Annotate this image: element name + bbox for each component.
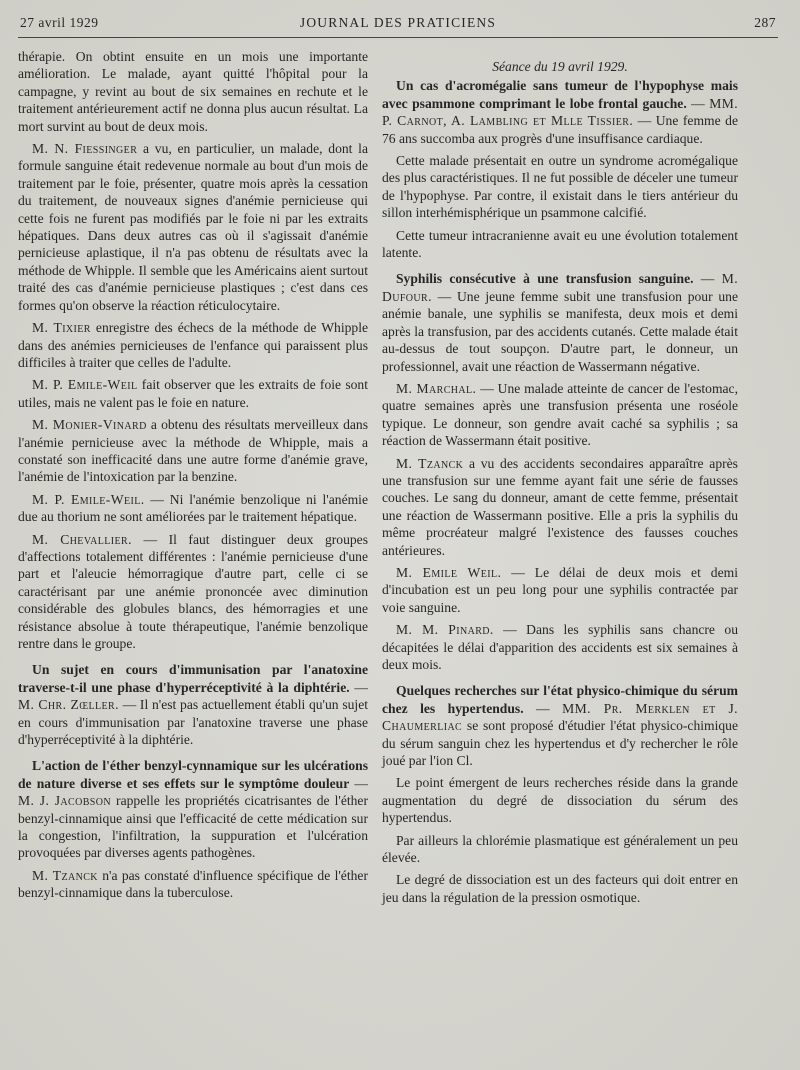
section-entry: Quelques recherches sur l'état physico-chimique du sérum chez les hypertendus. — MM. Pr. Merklen et J. Chaumerliac se sont proposé d'étudier l'état physico-chimique du sérum sanguin chez les hypertendus et d'y rechercher le rôle joué par l'ion Cl. bbox=[382, 683, 738, 769]
section-title: Quelques recherches sur l'état physico-chimique du sérum chez les hypertendus. bbox=[382, 683, 738, 716]
paragraph: Le degré de dissociation est un des facteurs qui doit entrer en jeu dans la régulation de la pression osmotique. bbox=[382, 872, 738, 905]
paragraph: Par ailleurs la chlorémie plasmatique est généralement un peu élevée. bbox=[382, 832, 738, 866]
speaker-name: M. Marchal. bbox=[396, 380, 477, 396]
speaker-name: MM. Pr. Merklen et J. Chaumerliac bbox=[382, 700, 738, 734]
paragraph: M. Tzanck a vu des accidents secondaires apparaître après une transfusion sur une femme ayant fait une série de fausses couches. Le sang du donneur, amant de cette femme, présentait une réaction de Wassermann positive. Elle a pris la syphilis du même procréateur malgré l'existence des fausses couches antérieures. bbox=[382, 455, 738, 558]
speaker-name: M. M. Pinard. bbox=[396, 622, 494, 638]
speaker-name: M. Tzanck bbox=[396, 455, 464, 471]
section-title: L'action de l'éther benzyl-cynnamique sur les ulcérations de nature diverse et ses effets sur le symptôme douleur bbox=[18, 758, 368, 791]
session-heading: Séance du 19 avril 1929. bbox=[492, 59, 628, 74]
speaker-name: M. N. Fiessinger bbox=[32, 141, 138, 157]
speaker-name: M. P. Emile-Weil. bbox=[32, 491, 145, 507]
paragraph: M. P. Emile-Weil. — Ni l'anémie benzolique ni l'anémie due au thorium ne sont améliorées par le traitement hépatique. bbox=[18, 491, 368, 525]
paragraph: Cette tumeur intracranienne avait eu une évolution totalement latente. bbox=[382, 227, 738, 261]
speaker-name: M. Tixier bbox=[32, 320, 91, 336]
paragraph: M. Emile Weil. — Le délai de deux mois et demi d'incubation est un peu long pour une syphilis contractée par voie sanguine. bbox=[382, 564, 738, 615]
paragraph: Le point émergent de leurs recherches réside dans la grande augmentation du degré de dissociation du sérum des hypertendus. bbox=[382, 775, 738, 826]
speaker-name: M. Chevallier. bbox=[32, 531, 132, 547]
speaker-name: M. P. Emile-Weil bbox=[32, 377, 138, 393]
page-number: 287 bbox=[754, 15, 776, 30]
section-entry: Un sujet en cours d'immunisation par l'anatoxine traverse-t-il une phase d'hyperréceptivité à la diphtérie. — M. Chr. Zœller. — Il n'est pas actuellement établi qu'un sujet en cours d'immunisation par l'anatoxine traverse une phase d'hyperréceptivité à la diphtérie. bbox=[18, 662, 369, 748]
journal-title: JOURNAL DES PRATICIENS bbox=[299, 15, 497, 30]
section-entry: L'action de l'éther benzyl-cynnamique sur les ulcérations de nature diverse et ses effets sur le symptôme douleur — M. J. Jacobson rappelle les propriétés cicatrisantes de l'éther benzyl-cinnamique ainsi que l'efficacité de cette médication sur la congestion, l'infiltration, la suppuration et l'ulcération provoquées par diverses agents pathogènes. bbox=[18, 758, 368, 861]
speaker-name: M. Tzanck bbox=[32, 867, 98, 883]
speaker-name: M. Chr. Zœller. bbox=[18, 697, 119, 713]
paragraph: M. M. Pinard. — Dans les syphilis sans chancre ou décapitées le délai d'apparition des accidents est six semaines à deux mois. bbox=[382, 622, 738, 672]
section-entry: Un cas d'acromégalie sans tumeur de l'hypophyse mais avec psammone comprimant le lobe frontal gauche. — MM. P. Carnot, A. Lambling et Mlle Tissier. — Une femme de 76 ans succomba aux progrès d'une insuffisance cardiaque. bbox=[382, 78, 738, 146]
speaker-name: M. J. Jacobson bbox=[18, 793, 111, 809]
section-title: Syphilis consécutive à une transfusion sanguine. bbox=[396, 271, 694, 287]
paragraph: Cette malade présentait en outre un syndrome acromégalique des plus caractéristiques. Il ne fut possible de déceler une tumeur de l'hypophyse. Par contre, il existait dans le tiers antérieur du sillon interhémisphérique un psammone calcifié. bbox=[382, 153, 738, 221]
paragraph: M. P. Emile-Weil fait observer que les extraits de foie sont utiles, mais ne valent pas le foie en nature. bbox=[18, 377, 368, 410]
speaker-name: M. Monier-Vinard bbox=[32, 417, 147, 433]
paragraph: M. Chevallier. — Il faut distinguer deux groupes d'affections totalement différentes : l'anémie pernicieuse d'une part et l'aleucie hémorragique d'autre part, celle ci se caractérisant par une anémie prononcée avec diminution considérable des globules blancs, des hémorragies et une résistance absolue à toute thérapeutique, l'anémie benzolique rentre dans le groupe. bbox=[18, 531, 368, 651]
paragraph: thérapie. On obtint ensuite en un mois une importante amélioration. Le malade, ayant quitté l'hôpital pour la campagne, y revint au bout de six semaines en rechute et le traitement antérieurement actif ne donna plus aucun résultat. La mort survint au bout de deux mois. bbox=[18, 49, 368, 134]
paragraph: M. Tzanck n'a pas constaté d'influence spécifique de l'éther benzyl-cinnamique dans la tuberculose. bbox=[18, 867, 368, 901]
speaker-name: MM. P. Carnot, A. Lambling et Mlle Tissier. bbox=[382, 95, 738, 129]
paragraph: M. N. Fiessinger a vu, en particulier, un malade, dont la formule sanguine était redevenue normale au bout d'un mois de traitement par le foie, présenter, quatre mois après la cessation du traitement, de nouveaux signes d'anémie pernicieuse qui cette fois ne furent pas modifiés par le foie ni par les extraits hépatiques. Dans deux autres cas où il s'agissait d'anémie pernicieuse aplastique, il n'a pas obtenu de résultats avec la méthode de Whipple. Il semble que les Américains aient surtout traité des cas d'anémie pernicieuse plastiques ; c'est dans ces formes qu'on observe la réaction réticulocytaire. bbox=[18, 141, 368, 313]
section-entry: Syphilis consécutive à une transfusion sanguine. — M. Dufour. — Une jeune femme subit une transfusion pour une anémie banale, une syphilis se manifesta, deux mois et demi après la transfusion, par des accidents cutanés. Cette malade était au-dessus de tout soupçon. D'autre part, le donneur, un professionnel, avait une réaction de Wassermann négative. bbox=[382, 271, 738, 374]
paragraph: M. Marchal. — Une malade atteinte de cancer de l'estomac, quatre semaines après une transfusion présenta une roséole typique. Le donneur, son gendre avait caché sa syphilis ; sa réaction de Wassermann était positive. bbox=[382, 380, 738, 449]
header-rule bbox=[18, 37, 778, 38]
speaker-name: M. Dufour. bbox=[382, 271, 738, 304]
issue-date: 27 avril 1929 bbox=[20, 15, 99, 30]
left-column bbox=[18, 48, 368, 907]
section-title: Un sujet en cours d'immunisation par l'anatoxine traverse-t-il une phase d'hyperréceptivité à la diphtérie. bbox=[18, 662, 368, 695]
speaker-name: M. Emile Weil. bbox=[396, 564, 502, 580]
paragraph: M. Monier-Vinard a obtenu des résultats merveilleux dans l'anémie pernicieuse avec la méthode de Whipple, mais a constaté son inefficacité dans une autre forme d'anémie grave, l'anémie de l'intoxication par la benzine. bbox=[18, 417, 368, 485]
paragraph: M. Tixier enregistre des échecs de la méthode de Whipple dans des anémies pernicieuses de l'enfance qui paraissent plus difficiles à traiter que celles de l'adulte. bbox=[18, 320, 369, 370]
section-title: Un cas d'acromégalie sans tumeur de l'hypophyse mais avec psammone comprimant le lobe frontal gauche. bbox=[382, 78, 738, 111]
page-header bbox=[20, 15, 776, 37]
right-column bbox=[382, 48, 738, 911]
